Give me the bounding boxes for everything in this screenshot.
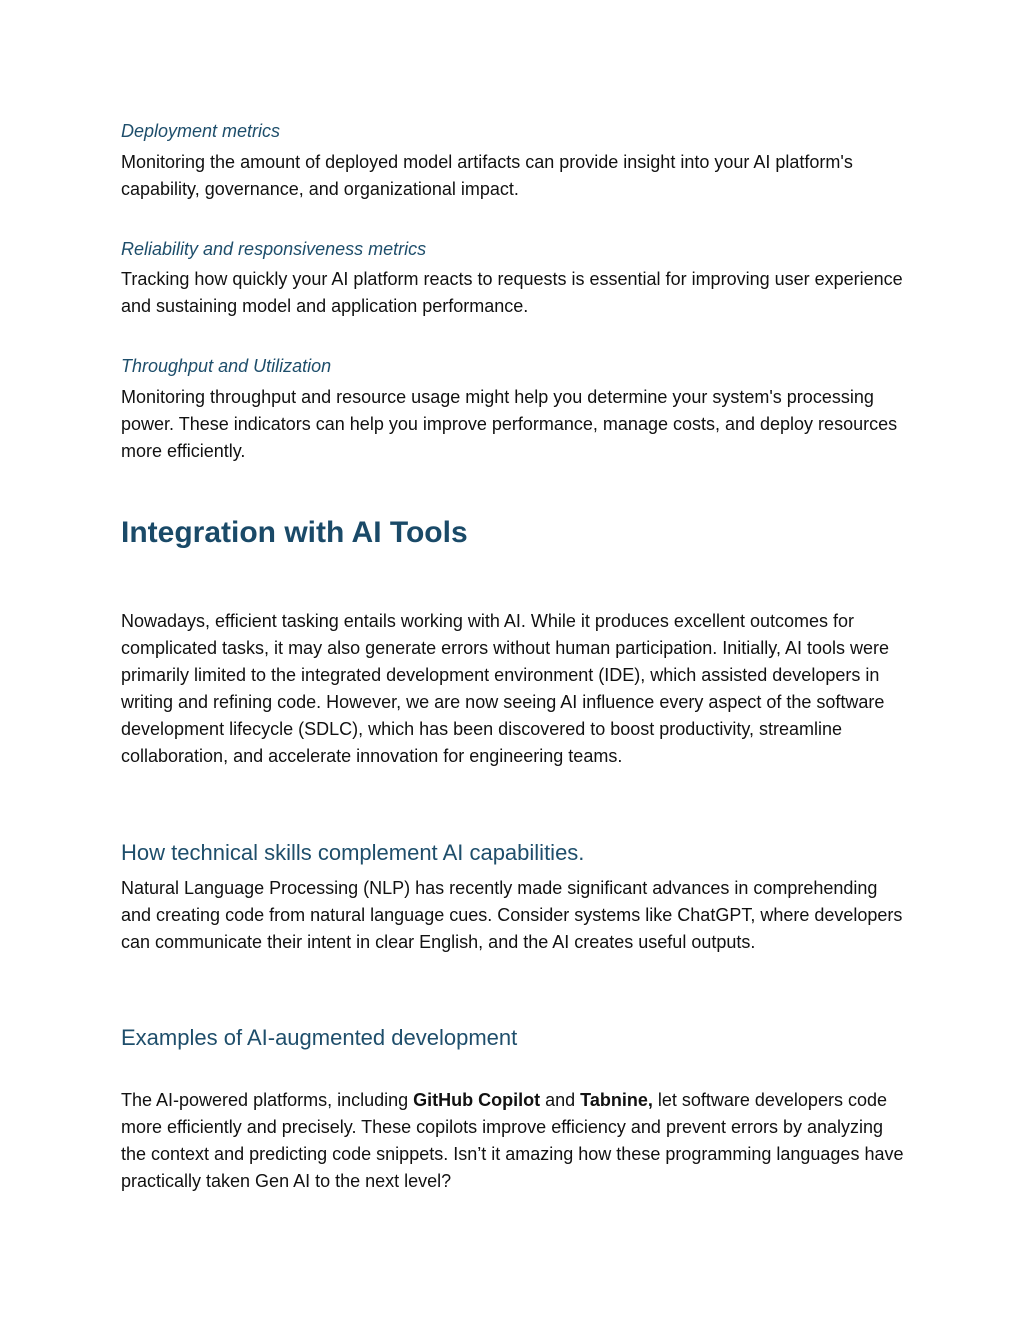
reliability-metrics-heading: Reliability and responsiveness metrics xyxy=(121,239,427,259)
integration-title: Integration with AI Tools xyxy=(121,516,468,549)
deployment-metrics-heading: Deployment metrics xyxy=(121,121,281,141)
skills-heading: How technical skills complement AI capabilities. xyxy=(121,840,585,865)
examples-text-2: and xyxy=(540,1090,581,1110)
integration-body: Nowadays, efficient tasking entails working with AI. While it produces excellent outcomes for complicated tasks, it may also generate errors without human participation. Initially, AI tools were primarily limited to the integrated development environment (IDE), which assisted developers in writing and refining code. However, we are now seeing AI influence every aspect of the software development lifecycle (SDLC), which has been discovered to boost productivity, streamline collaboration, and accelerate innovation for engineering teams. xyxy=(121,611,890,766)
throughput-body: Monitoring throughput and resource usage might help you determine your system's processing power. These indicators can help you improve performance, manage costs, and deploy resources more efficiently. xyxy=(121,387,898,461)
throughput-heading: Throughput and Utilization xyxy=(121,356,332,376)
github-copilot-bold: GitHub Copilot xyxy=(413,1090,541,1110)
examples-body xyxy=(121,1087,911,1195)
tabnine-bold: Tabnine, xyxy=(580,1090,653,1110)
deployment-metrics-body: Monitoring the amount of deployed model artifacts can provide insight into your AI platform's capability, governance, and organizational impact. xyxy=(121,152,853,199)
examples-text-3: let software developers code more efficiently and precisely. These copilots improve efficiency and prevent errors by analyzing the context and predicting code snippets. Isn’t it amazing how these programming languages have practically taken Gen AI to the next level? xyxy=(121,1090,904,1191)
examples-heading: Examples of AI-augmented development xyxy=(121,1025,518,1050)
examples-text-1: The AI-powered platforms, including xyxy=(121,1090,414,1110)
reliability-metrics-body: Tracking how quickly your AI platform reacts to requests is essential for improving user experience and sustaining model and application performance. xyxy=(121,269,903,316)
skills-body: Natural Language Processing (NLP) has recently made significant advances in comprehending and creating code from natural language cues. Consider systems like ChatGPT, where developers can communicate their intent in clear English, and the AI creates useful outputs. xyxy=(121,878,903,952)
